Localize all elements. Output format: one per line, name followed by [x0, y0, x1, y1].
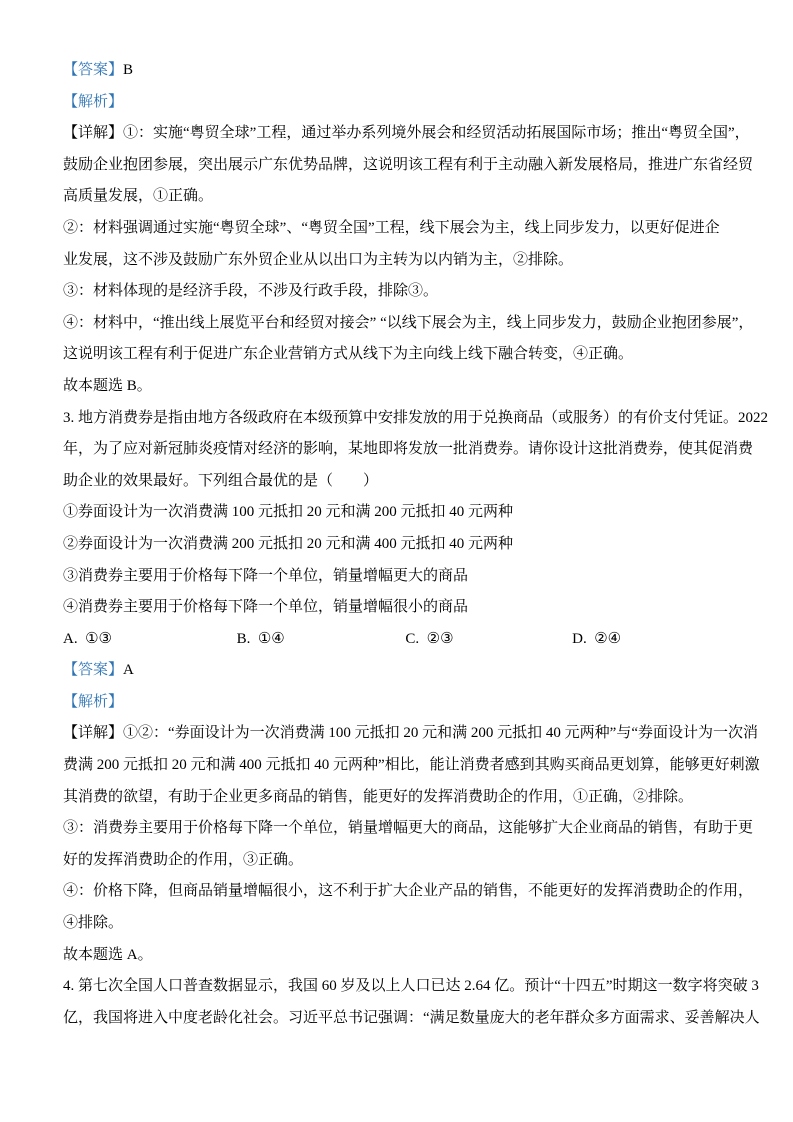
detail-label: 【详解】 — [63, 725, 124, 742]
line-text: 3. 地方消费券是指由地方各级政府在本级预算中安排发放的用于兑换商品（或服务）的有价支付凭证。2022 — [63, 409, 769, 426]
line-text: A — [123, 662, 134, 679]
detail-line — [63, 908, 741, 940]
question-3-statement — [63, 561, 741, 593]
detail-line — [63, 782, 741, 814]
answer-line-q2 — [63, 55, 741, 87]
line-text: 鼓励企业抱团参展，突出展示广东优势品牌，这说明该工程有利于主动融入新发展格局，推进广东省经贸 — [63, 156, 754, 173]
line-text: 其消费的欲望，有助于企业更多商品的销售，能更好的发挥消费助企的作用，①正确，②排除。 — [63, 788, 694, 805]
analysis-label: 【解析】 — [63, 693, 124, 710]
detail-line — [63, 718, 758, 750]
choice-B: B. ①④ — [236, 630, 285, 647]
question-3-statement — [63, 592, 741, 624]
question-3-statement — [63, 529, 741, 561]
answer-label: 【答案】 — [63, 62, 124, 78]
detail-line — [63, 750, 760, 782]
detail-line — [63, 339, 741, 371]
conclusion-line-q3 — [63, 940, 741, 972]
analysis-label: 【解析】 — [63, 93, 124, 110]
conclusion-line-q2 — [63, 371, 741, 403]
detail-line — [63, 813, 754, 845]
question-3-stem — [63, 466, 741, 498]
detail-line — [63, 118, 750, 150]
line-text: ③：材料体现的是经济手段，不涉及行政手段，排除③。 — [63, 283, 439, 300]
question-3-statement — [63, 497, 741, 529]
line-text: ②：材料强调通过实施“粤贸全球”、“粤贸全国”工程，线下展会为主，线上同步发力，以更好促进企 — [63, 219, 720, 236]
detail-line — [63, 876, 754, 908]
detail-line — [63, 213, 741, 245]
analysis-line-q3 — [63, 687, 741, 719]
line-text: 这说明该工程有利于促进广东企业营销方式从线下为主向线上线下融合转变，④正确。 — [63, 346, 634, 363]
line-text: 费满 200 元抵扣 20 元和满 400 元抵扣 40 元两种”相比，能让消费者感到其购买商品更划算，能够更好刺激 — [63, 757, 760, 774]
line-text: ②券面设计为一次消费满 200 元抵扣 20 元和满 400 元抵扣 40 元两种 — [63, 535, 514, 552]
answer-line-q3 — [63, 655, 741, 687]
question-3-stem — [63, 403, 769, 435]
choice-D: D. ②④ — [572, 630, 622, 647]
line-text: 业发展，这不涉及鼓励广东外贸企业从以出口为主转为以内销为主，②排除。 — [63, 251, 574, 268]
line-text: 年，为了应对新冠肺炎疫情对经济的影响，某地即将发放一批消费券。请你设计这批消费券，使其促消费 — [63, 441, 754, 458]
question-4-stem — [63, 1003, 760, 1035]
document-body — [63, 55, 769, 1034]
line-text: 4. 第七次全国人口普查数据显示，我国 60 岁及以上人口已达 2.64 亿。预计“十四五”时期这一数字将突破 3 — [63, 978, 759, 995]
line-text: 故本题选 A。 — [63, 946, 153, 963]
line-text: 好的发挥消费助企的作用，③正确。 — [63, 851, 304, 868]
line-text: 高质量发展，①正确。 — [63, 188, 214, 205]
line-text: ③消费券主要用于价格每下降一个单位，销量增幅更大的商品 — [63, 567, 469, 584]
detail-line — [63, 245, 741, 277]
choice-A: A. ①③ — [63, 630, 112, 647]
answer-label: 【答案】 — [63, 662, 124, 679]
line-text: 故本题选 B。 — [63, 377, 152, 394]
line-text: B — [123, 62, 134, 78]
detail-label: 【详解】 — [63, 125, 124, 142]
line-text: ④排除。 — [63, 915, 124, 932]
line-text: ③：消费券主要用于价格每下降一个单位，销量增幅更大的商品，这能够扩大企业商品的销售，有助于更 — [63, 820, 754, 837]
line-text: ④：价格下降，但商品销量增幅很小，这不利于扩大企业产品的销售，不能更好的发挥消费助企的作用， — [63, 883, 754, 900]
detail-line — [63, 845, 741, 877]
detail-line — [63, 308, 754, 340]
detail-line — [63, 276, 741, 308]
line-text: ④消费券主要用于价格每下降一个单位，销量增幅很小的商品 — [63, 599, 469, 616]
analysis-line-q2 — [63, 87, 741, 119]
detail-line — [63, 181, 741, 213]
line-text: ①券面设计为一次消费满 100 元抵扣 20 元和满 200 元抵扣 40 元两种 — [63, 504, 514, 521]
line-text: ④：材料中，“推出线上展览平台和经贸对接会” “以线下展会为主，线上同步发力，鼓励企业抱团参展”， — [63, 314, 754, 331]
line-text: ①②：“券面设计为一次消费满 100 元抵扣 20 元和满 200 元抵扣 40 元两种”与“券面设计为一次消 — [123, 725, 758, 742]
question-4-stem — [63, 971, 759, 1003]
question-3-choices — [63, 624, 741, 656]
line-text: ①：实施“粤贸全球”工程，通过举办系列境外展会和经贸活动拓展国际市场；推出“粤贸全国”， — [123, 125, 750, 142]
choice-C: C. ②③ — [405, 630, 454, 647]
line-text: 亿，我国将进入中度老龄化社会。习近平总书记强调：“满足数量庞大的老年群众多方面需求、妥善解决人 — [63, 1009, 760, 1026]
question-3-stem — [63, 434, 754, 466]
line-text: 助企业的效果最好。下列组合最优的是（ ） — [63, 472, 379, 489]
detail-line — [63, 150, 754, 182]
